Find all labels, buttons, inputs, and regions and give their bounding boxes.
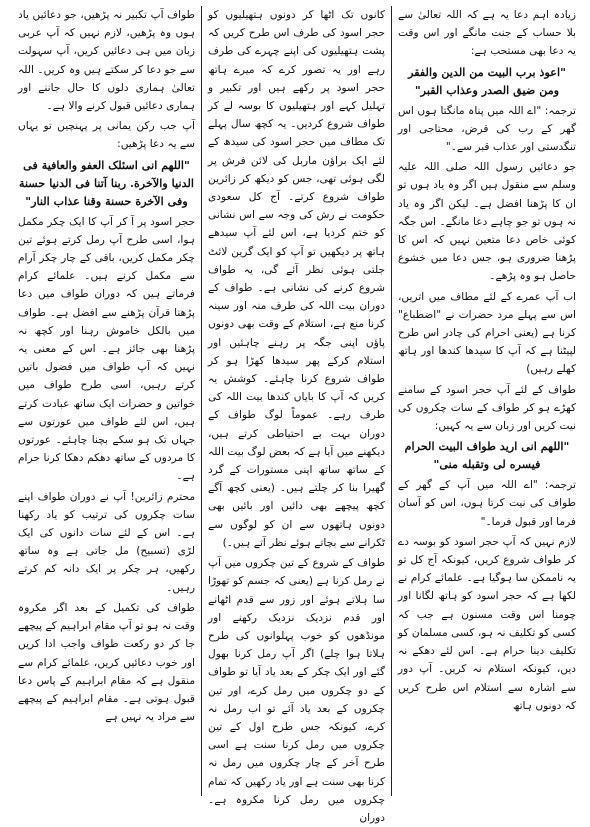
paragraph: محترم زائرین! آپ نے دوران طواف اپنے سات چکروں کی ترتیب کو یاد رکھنا ہے۔ اس کے لئے سات دانوں کی ایک لڑی (تسبیح) مل جاتی ہے وہ ساتھ رکھیں، ہر چکر پر ایک دانہ کم کرتے رہیں۔ — [18, 490, 195, 594]
text-column-left — [12, 6, 202, 796]
paragraph: اب آپ عمرے کے لئے مطاف میں اتریں، اس سے پہلے مرد حضرات نے "اضطباع" کرنا ہے (یعنی احرام کی چادر اس طرح لپیٹنا ہے کہ آپ کا سیدھا کندھا اور ہاتھ کھلے رہیں) — [398, 290, 576, 376]
paragraph: زیادہ اہم دعا یہ ہے کہ اللہ تعالیٰ سے بلا حساب کے جنت مانگے اور اس وقت یہ دعا بھی مستحب ہے: — [398, 9, 576, 58]
paragraph: طواف کے شروع کے تین چکروں میں آپ نے رمل کرنا ہے (یعنی کہ جسم کو تھوڑا سا ہلاتے ہوئے اور زور سے قدم اٹھانے اور قدم نزدیک نزدیک رکھنے اور مونڈھوں کو خوب پہلوانوں کی طرح ہلاتا ہوا چلے) اگر آپ رمل کرنا بھول گئے اور ایک چکر کے بعد یاد آیا تو طواف کے دو چکروں میں رمل کرے، اور تین چکروں کے بعد یاد آئے تو اب رمل نہ کرے، کیونکہ جس طرح اول کے تین چکروں میں رمل کرنا سنت ہے اسی طرح آخر کے چار چکروں میں رمل نہ کرنا بھی سنت ہے اور یاد رکھیں کہ تمام چکروں میں رمل کرنا مکروہ ہے۔ دوران — [208, 557, 385, 824]
paragraph: جو دعائیں رسول اللہ صلی اللہ علیہ وسلم سے منقول ہیں اگر وہ یاد ہوں تو ان کا پڑھنا افضل ہے۔ لیکن اگر وہ یاد نہ ہوں تو جو چاہے دعا مانگے۔ اس جگہ کوئی خاص دعا متعین نہیں کہ اس کا پڑھنا ضروری ہو، جس دعا میں خشوع حاصل ہو وہ پڑھے۔ — [398, 161, 576, 283]
paragraph: طواف کی تکمیل کے بعد اگر مکروہ وقت نہ ہو تو آپ مقام ابراہیم کے پیچھے جا کر دو رکعت طواف واجب ادا کریں اور خوب دعائیں کریں، علمائے کرام سے منقول ہے کہ مقام ابراہیم کے پاس دعا قبول ہوتی ہے۔ مقام ابراہیم کے پیچھے سے مراد یہ نہیں ہے — [18, 601, 195, 724]
paragraph: حجر اسود پر آ کر آپ کا ایک چکر مکمل ہوا، اسی طرح آپ رمل کرتے ہوئے تین چکر مکمل کریں، باقی کے چار چکر آرام سے مکمل کرنے ہیں۔ علمائے کرام فرماتے ہیں کہ دوران طواف میں دعا پڑھنا قرآن پڑھنے سے افضل ہے۔ طواف میں بالکل خاموش رہنا اور کچھ نہ پڑھنا بھی جائز ہے۔ اس کے معنی یہ نہیں کہ آپ طواف میں فضول باتیں کرتے رہیں، اسی طرح طواف میں خواتین و حضرات ایک ساتھ عبادت کرتے ہیں، اس لئے طواف میں عورتوں سے جہاں تک ہو سکے بچنا چاہئے۔ عورتوں کا مردوں کے ساتھ دھکم دھکا کرنا حرام ہے۔ — [18, 215, 195, 483]
arabic-dua-quote: "اللهم انی ارید طواف البیت الحرام فیسره لی وتقبله منی" — [404, 439, 570, 472]
paragraph: ترجمہ: "اے اللہ میں پناہ مانگتا ہوں اس گھر کے رب کی قرض، محتاجی اور تنگدستی اور عذاب قبر سے۔" — [398, 104, 576, 154]
paragraph: ترجمہ: "اے اللہ میں آپ کے گھر کے طواف کی نیت کرتا ہوں، اس کو آسان فرما اور قبول فرما۔" — [398, 479, 576, 528]
arabic-dua-quote: "اللهم انی اسئلک العفو والعافیة فی الدنیا والآخرة. ربنا آتنا فی الدنیا حسنة وفی الآخرة حسنة وقنا عذاب النار" — [19, 157, 194, 208]
paragraph: کانوں تک اٹھا کر دونوں ہتھیلیوں کو حجر اسود کی طرف اس طرح کریں کہ پشت ہتھیلیوں کی اپنے چہرے کی طرف رہے اور یہ تصور کرے کہ میرے ہاتھ حجر اسود پر رکھے ہیں اور تکبیر و تہلیل کہے اور ہتھیلیوں کا بوسہ لے کر طواف شروع کردیں۔ یہ کچھ سال پہلے تک مطاف میں حجر اسود کی سیدھ کے لئے ایک براؤن ماربل کی لائن فرش پر لگی ہوئی تھی، جس کو دیکھ کر زائرین طواف شروع کرتے۔ آج کل سعودی حکومت نے رش کی وجہ سے اس نشانی کو ختم کردیا ہے، اس لئے آپ سیدھے ہاتھ پر دیکھیں تو آپ کو ایک گرین لائٹ جلتی ہوئی نظر آئے گی، یہ طواف شروع کرنے کی نشانی ہے۔ طواف کے دوران بیت اللہ کی طرف منہ اور سینہ کرنا منع ہے، استلام کے وقت بھی دونوں پاؤں اپنی جگہ پر رہنے چاہئیں اور استلام کرکے پھر سیدھا کھڑا ہو کر طواف شروع کرنا چاہئے۔ کوشش یہ کریں کہ آپ کا بایاں کندھا بیت اللہ کی طرف رہے۔ عموماً لوگ طواف کے دوران بہت بے احتیاطی کرتے ہیں، دیکھنے میں آیا ہے کہ بعض لوگ بیت اللہ کے ساتھ ساتھ اپنی مستورات کے گرد گھیرا بنا کر چلتے ہیں۔ (یعنی کچھ آگے کچھ پیچھے بھی دائیں اور بائیں بھی دونوں ہاتھوں سے ان کو لوگوں سے ٹکرانے سے بچاتے ہوئے نظر آتے ہیں۔) — [208, 9, 385, 549]
paragraph: آپ جب رکن یمانی پر پہنچیں تو یہاں سے یہ دعا پڑھیں: — [18, 120, 195, 151]
paragraph: طواف آپ تکبیر نہ پڑھیں، جو دعائیں یاد ہوں وہ پڑھیں، لازم نہیں کہ آپ عربی زبان میں ہی دعائیں کریں، آپ سہولت سے جو دعا کر سکتے ہیں وہ کریں۔ اللہ تعالیٰ ہماری دلوں کا حال جاننے اور ہماری دعائیں قبول کرنے والا ہے۔ — [18, 9, 195, 113]
text-column-right — [392, 6, 582, 796]
paragraph: لازم نہیں کہ آپ حجر اسود کو بوسہ دے کر طواف شروع کریں، کیونکہ آج کل تو یہ ناممکن سا ہوگیا ہے۔ علمائے کرام نے لکھا ہے کہ حجر اسود کو ہاتھ لگانا اور چومنا اس وقت مسنون ہے جب کہ کسی کو تکلیف نہ ہو، کسی مسلمان کو تکلیف دینا حرام ہے۔ اس لئے دھکے نہ دیں، کیونکہ استلام نہ کریں۔ آپ دور سے اشارہ سے استلام اس طرح کریں کہ دونوں ہاتھ — [398, 535, 576, 712]
text-column-middle — [202, 6, 392, 824]
paragraph: طواف کے لئے آپ حجر اسود کے سامنے کھڑے ہو کر طواف کے سات چکروں کی نیت کریں اور زبان سے یہ کہیں: — [398, 383, 576, 433]
arabic-dua-quote: "اعوذ برب البیت من الدین والفقر ومن ضیق الصدر وعذاب القبر" — [408, 64, 566, 97]
